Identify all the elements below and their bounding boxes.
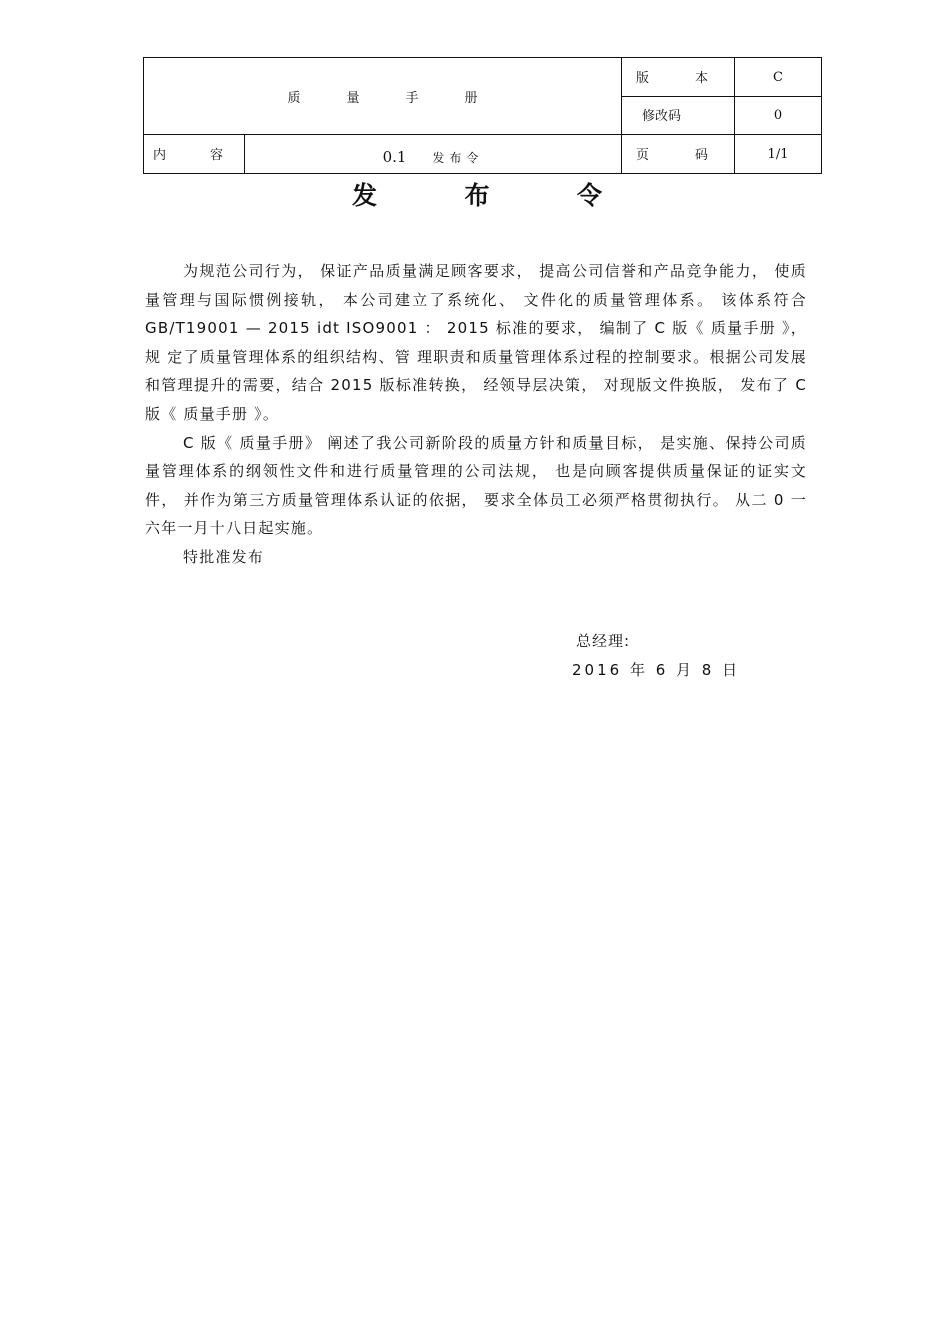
paragraph-3: 特批准发布 [183,547,265,566]
document-header-table [143,57,822,174]
paragraph-2: C 版《 质量手册》 阐述了我公司新阶段的质量方针和质量目标， 是实施、保持公司质量管理体系的纲领性文件和进行质量管理的公司法规， 也是向顾客提供质量保证的证实文件， 并作为第三方质量管理体系认证的依据， 要求全体员工必须严格贯彻执行。 从二 0 一六年一月十八日起实施。 [145,433,807,538]
revision-label: 修改码 [622,97,735,135]
manager-label: 总经理: [576,632,631,650]
signature-block [572,627,740,685]
content-label: 内 容 [144,135,245,174]
revision-value: 0 [735,97,822,135]
signature-date: 2016 年 6 月 8 日 [572,661,741,679]
paragraph-1: 为规范公司行为， 保证产品质量满足顾客要求， 提高公司信誉和产品竞争能力， 使质量管理与国际惯例接轨， 本公司建立了系统化、 文件化的质量管理体系。 该体系符合 GB/T19001 — 2015 idt ISO9001 ： 2015 标准的要求， 编制了 C 版《 质量手册 》，规 定了质量管理体系的组织结构、管 理职责和质量管理体系过程的控制要求。根据公司发展和管理提升的需要，结合 2015 版标准转换， 经领导层决策， 对现版文件换版， 发布了 C 版《 质量手册 》。 [145,262,807,423]
manual-title: 质量手册 [144,58,622,135]
page-value: 1/1 [735,135,822,174]
document-body [145,257,807,572]
version-value: C [735,58,822,97]
section-number: 0.1 [382,148,407,166]
section-heading [245,135,622,174]
version-label: 版 本 [622,58,735,97]
section-title: 发布令 [432,151,484,165]
page-label: 页 码 [622,135,735,174]
document-title: 发 布 令 [352,181,602,210]
